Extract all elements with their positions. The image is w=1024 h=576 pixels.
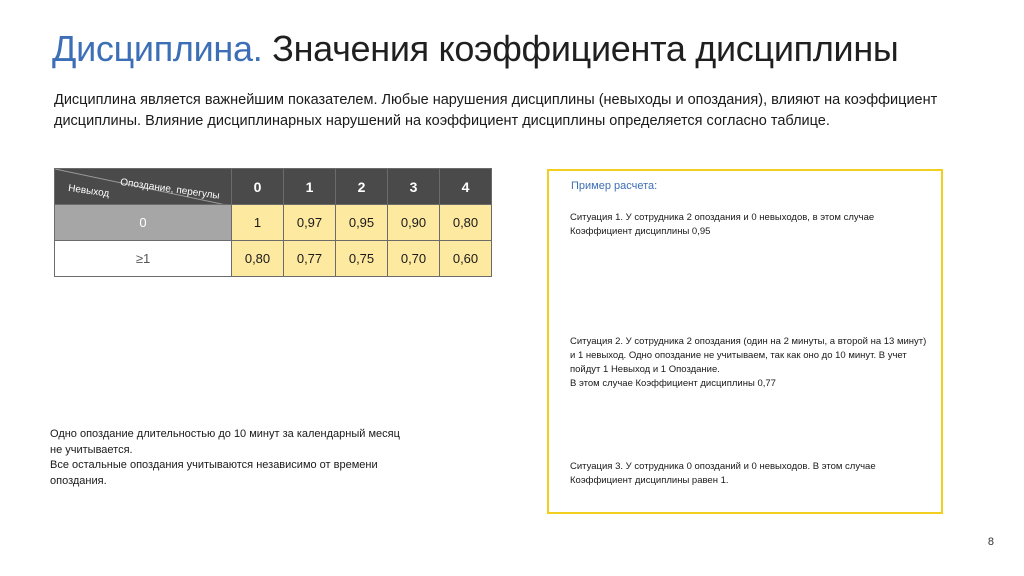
situation-text: Коэффициент дисциплины 0,95	[570, 226, 711, 237]
table-cell: 0,80	[232, 241, 284, 277]
table-cell: 0,75	[336, 241, 388, 277]
row-header: ≥1	[55, 241, 232, 277]
title-accent: Дисциплина.	[52, 28, 263, 69]
footnote	[50, 427, 400, 489]
column-header: 0	[232, 169, 284, 205]
example-box	[547, 169, 943, 514]
table-row	[55, 241, 492, 277]
situation-text: В этом случае Коэффициент дисциплины 0,77	[570, 378, 776, 389]
table-cell: 1	[232, 205, 284, 241]
footnote-line: Одно опоздание длительностью до 10 минут за календарный месяц не учитывается.	[50, 428, 400, 456]
intro-paragraph: Дисциплина является важнейшим показателем. Любые нарушения дисциплины (невыходы и опоздания), влияют на коэффициент дисциплины. Влияние дисциплинарных нарушений на коэффициент дисциплины определяется согласно таблице.	[54, 92, 938, 129]
situation-text: Ситуация 3. У сотрудника 0 опозданий и 0 невыходов. В этом случае	[570, 461, 876, 472]
table-cell: 0,95	[336, 205, 388, 241]
page-number: 8	[987, 536, 994, 548]
table-corner-header	[55, 169, 232, 205]
corner-label-absence: Невыход	[67, 183, 110, 200]
situation-2	[570, 335, 930, 391]
row-header: 0	[55, 205, 232, 241]
situation-text: Ситуация 2. У сотрудника 2 опоздания (один на 2 минуты, а второй на 13 минут) и 1 невыход. Одно опоздание не учитываем, так как оно до 10 минут. В учет пойдут 1 Невыход и 1 Опоздание.	[570, 336, 927, 375]
situation-text: Ситуация 1. У сотрудника 2 опоздания и 0 невыходов, в этом случае	[570, 212, 875, 223]
situation-1	[570, 211, 930, 239]
table-cell: 0,80	[440, 205, 492, 241]
situation-text: Коэффициент дисциплины равен 1.	[570, 475, 729, 486]
corner-label-lateness: Опоздание, перегулы	[119, 177, 221, 202]
column-header: 3	[388, 169, 440, 205]
column-header: 4	[440, 169, 492, 205]
slide-title	[52, 28, 899, 70]
footnote-line: Все остальные опоздания учитываются независимо от времени опоздания.	[50, 459, 378, 487]
example-title: Пример расчета:	[571, 180, 658, 192]
title-rest: Значения коэффициента дисциплины	[262, 28, 899, 69]
table-cell: 0,70	[388, 241, 440, 277]
column-header: 1	[284, 169, 336, 205]
situation-3	[570, 460, 930, 488]
table-cell: 0,90	[388, 205, 440, 241]
table-cell: 0,97	[284, 205, 336, 241]
coefficient-table	[54, 168, 492, 277]
table-cell: 0,77	[284, 241, 336, 277]
table-header-row	[55, 169, 492, 205]
column-header: 2	[336, 169, 388, 205]
table-cell: 0,60	[440, 241, 492, 277]
table-row	[55, 205, 492, 241]
